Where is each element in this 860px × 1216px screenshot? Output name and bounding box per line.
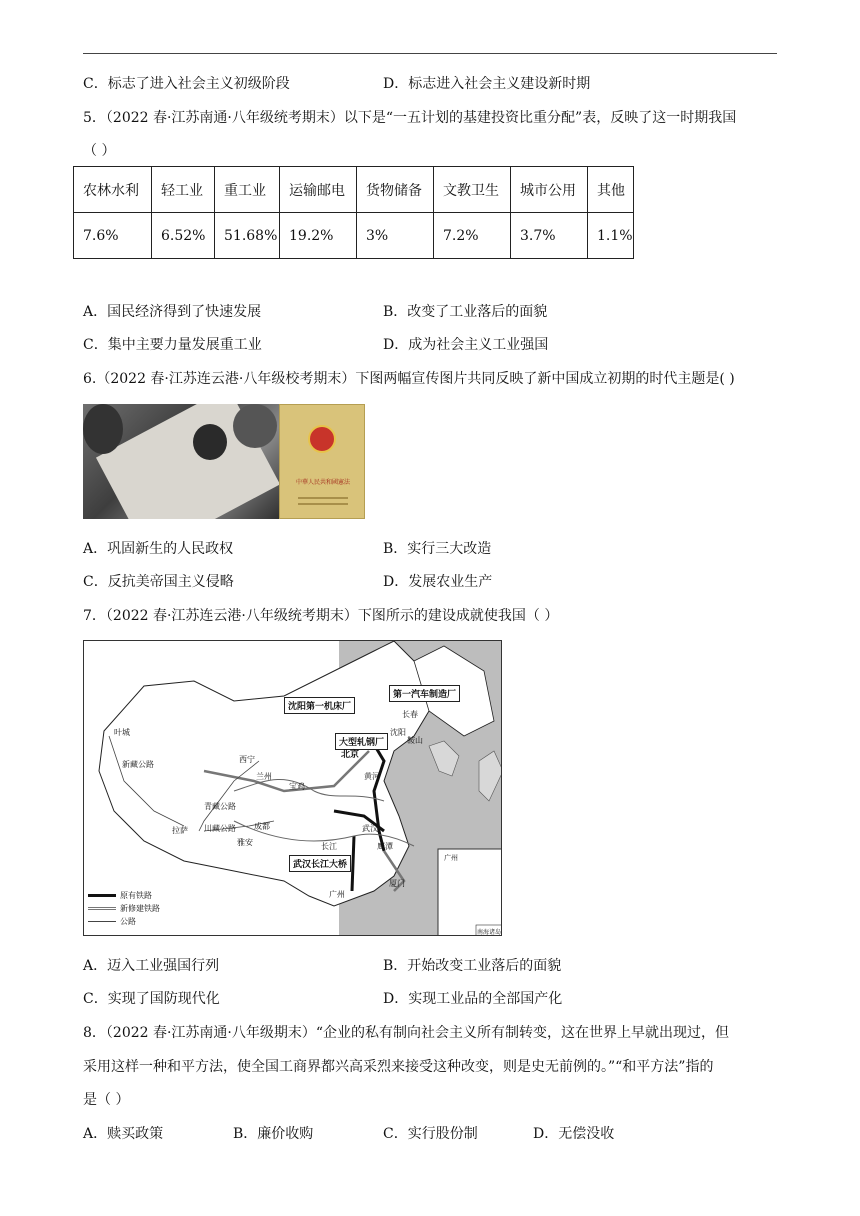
existing-railway bbox=[352, 836, 354, 891]
q8-option-a[interactable]: A．赎买政策 bbox=[83, 1126, 164, 1142]
table-cell: 3% bbox=[357, 213, 434, 259]
q5-option-c[interactable]: C．集中主要力量发展重工业 bbox=[83, 337, 262, 353]
map-city-label: 沈阳 bbox=[390, 728, 406, 737]
table-cell: 重工业 bbox=[215, 167, 280, 213]
table-cell: 货物储备 bbox=[357, 167, 434, 213]
map-box-auto-factory: 第一汽车制造厂 bbox=[389, 685, 460, 702]
q6-stem: 6.（2022 春·江苏连云港·八年级校考期末）下图两幅宣传图片共同反映了新中国成立初期的时代主题是( ) bbox=[83, 371, 735, 387]
q8-option-d[interactable]: D．无偿没收 bbox=[533, 1126, 615, 1142]
q7-option-b[interactable]: B．开始改变工业落后的面貌 bbox=[383, 958, 562, 974]
table-cell: 3.7% bbox=[511, 213, 588, 259]
table-cell: 城市公用 bbox=[511, 167, 588, 213]
q7-stem: 7．（2022 春·江苏连云港·八年级统考期末）下图所示的建设成就使我国（ ） bbox=[83, 608, 559, 624]
map-city-label: 叶城 bbox=[114, 728, 130, 737]
q6-option-c[interactable]: C．反抗美帝国主义侵略 bbox=[83, 574, 234, 590]
q5-option-a[interactable]: A．国民经济得到了快速发展 bbox=[83, 304, 262, 320]
q8-stem-line1: 8．（2022 春·江苏南通·八年级期末）“企业的私有制向社会主义所有制转变，这在世界上早就出现过，但 bbox=[83, 1025, 730, 1041]
map-road-label: 青藏公路 bbox=[204, 802, 236, 811]
table-row bbox=[74, 213, 634, 259]
inset-caption: 南海诸岛 bbox=[477, 929, 502, 936]
book-title: 中華人民共和國憲法 bbox=[295, 479, 350, 486]
constitution-book-image bbox=[279, 404, 365, 519]
map-city-label: 雅安 bbox=[237, 838, 253, 847]
q4-option-c[interactable]: C．标志了进入社会主义初级阶段 bbox=[83, 76, 290, 92]
q5-stem-line2: （ ） bbox=[83, 143, 116, 159]
legend-swatch bbox=[88, 921, 116, 922]
propaganda-photo bbox=[83, 404, 280, 519]
legend-swatch bbox=[88, 907, 116, 910]
map-city-label: 拉萨 bbox=[172, 826, 188, 835]
map-city-label: 兰州 bbox=[256, 772, 272, 781]
q4-option-d[interactable]: D．标志进入社会主义建设新时期 bbox=[383, 76, 591, 92]
legend-label: 公路 bbox=[120, 917, 136, 926]
map-box-shenyang-factory: 沈阳第一机床厂 bbox=[284, 697, 355, 714]
map-city-label: 鞍山 bbox=[407, 736, 423, 745]
q8-option-c[interactable]: C．实行股份制 bbox=[383, 1126, 478, 1142]
map-city-label: 北京 bbox=[341, 750, 360, 760]
map-legend bbox=[88, 889, 160, 928]
q6-option-d[interactable]: D．发展农业生产 bbox=[383, 574, 493, 590]
table-cell: 6.52% bbox=[152, 213, 215, 259]
table-cell: 7.2% bbox=[434, 213, 511, 259]
table-cell: 19.2% bbox=[280, 213, 357, 259]
inset-place-label: 广州 bbox=[444, 854, 458, 862]
map-city-label: 长春 bbox=[402, 710, 418, 719]
book-subtext-line bbox=[298, 503, 348, 505]
legend-swatch bbox=[88, 894, 116, 897]
table-cell: 农林水利 bbox=[74, 167, 152, 213]
table-cell: 7.6% bbox=[74, 213, 152, 259]
person-graphic bbox=[233, 404, 277, 448]
map-city-label: 厦门 bbox=[389, 879, 405, 888]
legend-item bbox=[88, 915, 160, 928]
table-cell: 1.1% bbox=[588, 213, 634, 259]
table-cell: 轻工业 bbox=[152, 167, 215, 213]
q5-stem-line1: 5．（2022 春·江苏南通·八年级统考期末）以下是“一五计划的基建投资比重分配”表，反映了这一时期我国 bbox=[83, 110, 737, 126]
book-subtext-line bbox=[298, 497, 348, 499]
q5-option-b[interactable]: B．改变了工业落后的面貌 bbox=[383, 304, 548, 320]
map-city-label: 成都 bbox=[254, 822, 270, 831]
q7-option-c[interactable]: C．实现了国防现代化 bbox=[83, 991, 220, 1007]
q5-option-d[interactable]: D．成为社会主义工业强国 bbox=[383, 337, 549, 353]
map-city-label: 鹰潭 bbox=[377, 842, 393, 851]
map-road-label: 新藏公路 bbox=[122, 760, 154, 769]
legend-label: 新修建铁路 bbox=[120, 904, 160, 913]
legend-label: 原有铁路 bbox=[120, 891, 152, 900]
map-box-wuhan-bridge: 武汉长江大桥 bbox=[289, 855, 351, 872]
map-city-label: 宝鸡 bbox=[289, 782, 305, 791]
q6-option-a[interactable]: A．巩固新生的人民政权 bbox=[83, 541, 234, 557]
china-railway-map bbox=[83, 640, 502, 936]
map-river-label: 黄河 bbox=[364, 772, 380, 781]
table-cell: 其他 bbox=[588, 167, 634, 213]
q6-option-b[interactable]: B．实行三大改造 bbox=[383, 541, 492, 557]
q8-option-b[interactable]: B．廉价收购 bbox=[233, 1126, 314, 1142]
q8-stem-line3: 是（ ） bbox=[83, 1092, 130, 1108]
q7-option-a[interactable]: A．迈入工业强国行列 bbox=[83, 958, 220, 974]
map-river-label: 长江 bbox=[321, 842, 337, 851]
map-city-label: 武汉 bbox=[362, 824, 378, 833]
table-cell: 运输邮电 bbox=[280, 167, 357, 213]
map-road-label: 川藏公路 bbox=[204, 824, 236, 833]
investment-table bbox=[73, 166, 634, 259]
top-rule bbox=[83, 53, 777, 54]
q7-option-d[interactable]: D．实现工业品的全部国产化 bbox=[383, 991, 563, 1007]
legend-item bbox=[88, 889, 160, 902]
national-emblem-icon bbox=[308, 425, 336, 453]
map-city-label: 广州 bbox=[329, 890, 345, 899]
person-graphic bbox=[193, 424, 227, 460]
map-city-label: 西宁 bbox=[239, 755, 255, 764]
table-header-row bbox=[74, 167, 634, 213]
legend-item bbox=[88, 902, 160, 915]
q8-stem-line2: 采用这样一种和平方法，使全国工商界都兴高采烈来接受这种改变，则是史无前例的。”“和平方法”指的 bbox=[83, 1059, 714, 1075]
table-cell: 文教卫生 bbox=[434, 167, 511, 213]
person-graphic bbox=[83, 404, 123, 454]
map-box-steel-mill: 大型轧钢厂 bbox=[335, 733, 388, 750]
table-cell: 51.68% bbox=[215, 213, 280, 259]
